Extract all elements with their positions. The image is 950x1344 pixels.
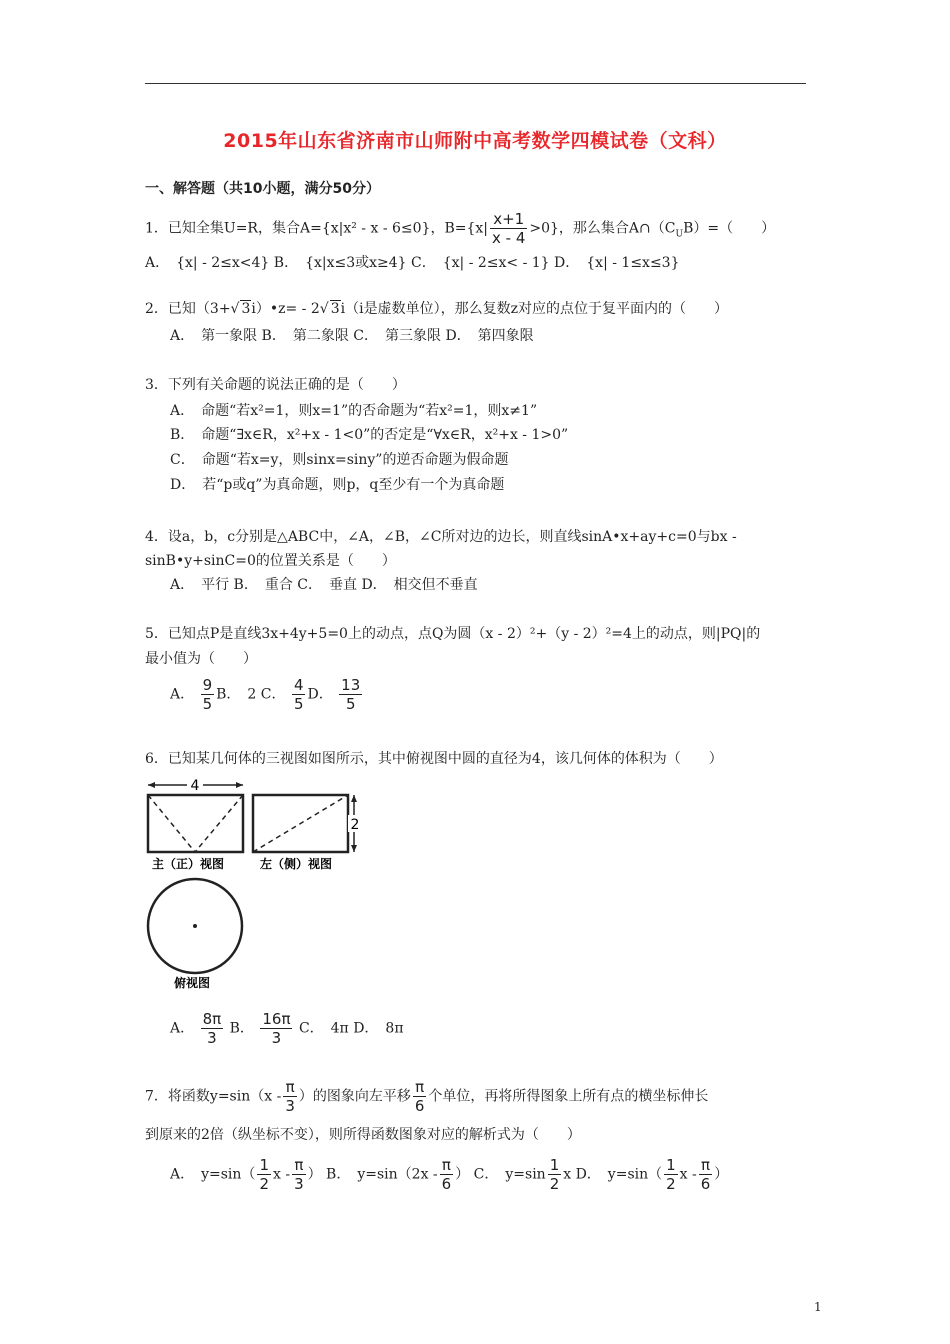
arrow-right-icon xyxy=(236,782,243,788)
q7-line-2: 到原来的2倍（纵坐标不变），则所得函数图象对应的解析式为（ ） xyxy=(145,1127,581,1143)
q1-stem-b: >0}，那么集合A∩（C xyxy=(529,220,676,237)
q1-subscript: U xyxy=(675,229,684,240)
q2-options: A． 第一象限 B． 第二象限 C． 第三象限 D． 第四象限 xyxy=(170,328,534,344)
q5-d-label: D． xyxy=(307,686,333,703)
q3-option-d: D． 若“p或q”为真命题，则p，q至少有一个为真命题 xyxy=(170,477,505,493)
q4-line-2: sinB•y+sinC=0的位置关系是（ ） xyxy=(145,553,396,569)
q1-options: A． {x| - 2≤x<4} B． {x|x≤3或x≥4} C． {x| - 2≤x< - 1} D． {x| - 1≤x≤3} xyxy=(145,255,680,271)
q5-d-fraction xyxy=(339,676,362,713)
q2-stem-b: i）•z= - 2 xyxy=(251,301,320,317)
q7-f1-den: 3 xyxy=(285,1097,295,1115)
page-number: 1 xyxy=(814,1300,822,1314)
q7-a-f1-num: 1 xyxy=(259,1156,269,1174)
q7-line-1 xyxy=(145,1078,708,1115)
q6-b-label: B． xyxy=(229,1020,254,1037)
q2-sqrt-2: 3 xyxy=(330,301,340,317)
q7-c-den: 2 xyxy=(549,1175,560,1193)
q5-c-num: 4 xyxy=(293,676,304,694)
q5-line-2: 最小值为（ ） xyxy=(145,651,257,667)
q7-f2-den: 6 xyxy=(414,1097,425,1115)
q3-stem: 3．下列有关命题的说法正确的是（ ） xyxy=(145,377,406,393)
q6-options xyxy=(170,1010,404,1047)
q5-options xyxy=(170,676,364,713)
q1-stem-a: 1．已知全集U=R，集合A={x|x² - x - 6≤0}，B={x| xyxy=(145,220,488,237)
three-view-figure xyxy=(140,775,370,1010)
q5-d-num: 13 xyxy=(341,676,361,694)
q7-a-f2-num: π xyxy=(292,1156,306,1175)
q1-stem xyxy=(145,210,775,247)
q7-b-den: 6 xyxy=(441,1175,452,1193)
arrow-left-icon xyxy=(148,782,155,788)
q2-stem xyxy=(145,298,728,320)
q7-a-post: ） B． y=sin（2x - xyxy=(307,1166,438,1183)
q1-frac-num: x+1 xyxy=(490,210,527,229)
q2-stem-c: i（i是虚数单位），那么复数z对应的点位于复平面内的（ ） xyxy=(340,301,728,317)
q7-c-post: x D． y=sin（ xyxy=(563,1166,663,1183)
q4-line-1: 4．设a，b，c分别是△ABC中，∠A，∠B，∠C所对边的边长，则直线sinA•x+ay+c=0与bx - xyxy=(145,529,737,545)
q7-d-f2-num: π xyxy=(699,1156,713,1175)
q7-a-f2-den: 3 xyxy=(294,1175,304,1193)
q6-rest: C． 4π D． 8π xyxy=(298,1020,404,1037)
page-title: 2015年山东省济南市山师附中高考数学四模试卷（文科） xyxy=(223,130,727,152)
q6-b-num: 16π xyxy=(262,1010,291,1028)
q6-b-fraction xyxy=(260,1010,292,1047)
front-view-dash-right xyxy=(195,795,243,852)
q7-frac-1 xyxy=(283,1078,297,1115)
q5-line-1: 5．已知点P是直线3x+4y+5=0上的动点，点Q为圆（x - 2）²+（y - 2）²=4上的动点，则|PQ|的 xyxy=(145,626,761,642)
q6-b-den: 3 xyxy=(271,1029,282,1047)
section-heading: 一、解答题（共10小题，满分50分） xyxy=(145,181,380,197)
q7-a-mid: x - xyxy=(272,1166,291,1183)
q5-d-den: 5 xyxy=(345,695,356,713)
q7-b-num: π xyxy=(440,1156,454,1175)
q6-a-fraction xyxy=(201,1010,224,1047)
q6-a-num: 8π xyxy=(202,1010,222,1028)
q7-f1-num: π xyxy=(283,1078,297,1097)
q7-c-frac xyxy=(548,1156,562,1193)
q7-stem-b: ）的图象向左平移 xyxy=(298,1088,411,1105)
top-rule xyxy=(145,83,806,84)
q6-a-den: 3 xyxy=(207,1029,217,1047)
q7-f2-num: π xyxy=(413,1078,427,1097)
q7-a-frac-1 xyxy=(257,1156,271,1193)
arrow-up-icon xyxy=(351,795,357,802)
q6-a-label: A． xyxy=(170,1020,195,1037)
front-view-dash-left xyxy=(148,795,195,852)
q6-stem: 6．已知某几何体的三视图如图所示，其中俯视图中圆的直径为4，该几何体的体积为（ ） xyxy=(145,751,723,767)
q7-a-pre: A． y=sin（ xyxy=(170,1166,256,1183)
q7-d-frac-1 xyxy=(664,1156,678,1193)
arrow-down-icon xyxy=(351,845,357,852)
q7-stem-c: 个单位，再将所得图象上所有点的横坐标伸长 xyxy=(428,1088,709,1105)
q5-c-den: 5 xyxy=(293,695,304,713)
q3-option-b: B． 命题“∃x∈R，x²+x - 1<0”的否定是“∀x∈R，x²+x - 1>0” xyxy=(170,427,569,443)
q7-a-f1-den: 2 xyxy=(259,1175,269,1193)
side-view-label: 左（侧）视图 xyxy=(260,857,333,871)
dim-width-label: 4 xyxy=(190,778,200,794)
dim-height-label: 2 xyxy=(350,817,360,833)
q7-stem-a: 7．将函数y=sin（x - xyxy=(145,1088,282,1105)
q4-options: A． 平行 B． 重合 C． 垂直 D． 相交但不垂直 xyxy=(170,577,478,593)
q7-b-post: ） C． y=sin xyxy=(455,1166,546,1183)
q3-option-c: C． 命题“若x=y，则sinx=siny”的逆否命题为假命题 xyxy=(170,452,509,468)
top-view-center-dot xyxy=(193,924,197,928)
q1-stem-c: B）=（ ） xyxy=(683,220,776,237)
q7-a-frac-2 xyxy=(292,1156,306,1193)
q3-option-a: A． 命题“若x²=1，则x=1”的否命题为“若x²=1，则x≠1” xyxy=(170,403,538,419)
q7-d-mid: x - xyxy=(679,1166,697,1183)
q7-d-f2-den: 6 xyxy=(700,1175,711,1193)
q7-d-f1-num: 1 xyxy=(666,1156,676,1174)
q7-b-frac xyxy=(440,1156,454,1193)
q5-c-fraction xyxy=(292,676,306,713)
q5-a-den: 5 xyxy=(202,695,213,713)
q2-sqrt-1: 3 xyxy=(241,301,251,317)
front-view-label: 主（正）视图 xyxy=(152,857,225,871)
q5-a-label: A． xyxy=(170,686,195,703)
q2-stem-a: 2．已知（3+ xyxy=(145,301,231,317)
q1-fraction xyxy=(490,210,527,247)
q7-d-f1-den: 2 xyxy=(666,1175,676,1193)
sqrt-icon: √ xyxy=(230,301,240,317)
q1-frac-den: x - 4 xyxy=(492,229,526,247)
q7-d-frac-2 xyxy=(699,1156,713,1193)
front-view-rect xyxy=(148,795,243,852)
q5-a-num: 9 xyxy=(202,676,213,694)
q5-b-label: B． 2 C． xyxy=(216,686,286,703)
side-view-dash xyxy=(253,795,348,852)
q7-options xyxy=(170,1156,728,1193)
q7-frac-2 xyxy=(413,1078,427,1115)
sqrt-icon: √ xyxy=(319,301,329,317)
q5-a-fraction xyxy=(201,676,215,713)
q7-d-post: ） xyxy=(714,1166,729,1183)
q7-c-num: 1 xyxy=(549,1156,560,1174)
top-view-label: 俯视图 xyxy=(174,976,211,990)
